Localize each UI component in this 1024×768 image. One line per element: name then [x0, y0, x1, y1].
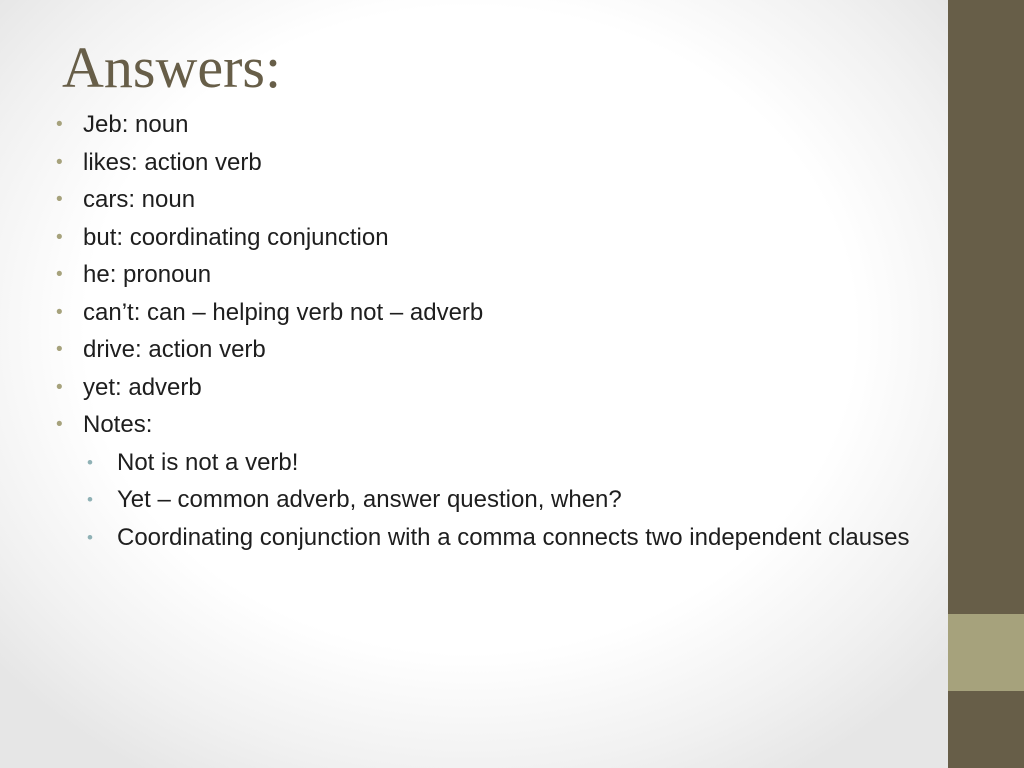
bullet-text: drive: action verb [83, 336, 266, 363]
bullet-dot-icon: • [56, 376, 63, 398]
bullet-text: Jeb: noun [83, 111, 189, 138]
bullet-dot-icon: • [56, 151, 63, 173]
bullet-item [56, 223, 976, 253]
notes-sublist [56, 448, 976, 553]
sub-bullet-text: Not is not a verb! [117, 448, 299, 476]
bullet-item [56, 298, 976, 328]
bullet-item [56, 148, 976, 178]
bullet-dot-icon: • [56, 264, 63, 285]
bullet-dot-icon: • [56, 301, 63, 323]
bullet-text: but: coordinating conjunction [83, 223, 389, 251]
bullet-item [56, 260, 976, 290]
slide-title: Answers: [62, 35, 282, 100]
bullet-text: yet: adverb [83, 373, 202, 401]
sub-bullet-item [83, 448, 976, 478]
bullet-dot-icon: • [56, 339, 63, 360]
bullet-item-notes [56, 410, 976, 553]
bullet-dot-icon: • [56, 114, 63, 135]
bullet-item [56, 335, 976, 365]
bullet-text: he: pronoun [83, 261, 212, 288]
bullet-item [56, 110, 976, 140]
bullet-item [56, 373, 976, 403]
sub-bullet-item [83, 523, 976, 553]
bullet-text: cars: noun [83, 186, 196, 213]
bullet-text: likes: action verb [83, 148, 262, 176]
bullet-dot-icon: • [56, 189, 63, 210]
bullet-dot-icon: • [56, 414, 63, 435]
sub-bullet-dot-icon: • [87, 452, 93, 472]
sub-bullet-text: Coordinating conjunction with a comma connects two independent clauses [117, 523, 910, 551]
bullet-list [56, 110, 976, 560]
sub-bullet-text: Yet – common adverb, answer question, when? [117, 486, 622, 513]
bullet-text: can’t: can – helping verb not – adverb [83, 298, 484, 326]
bullet-text: Notes: [83, 411, 153, 438]
bullet-item [56, 185, 976, 215]
sub-bullet-item [83, 485, 976, 515]
sub-bullet-dot-icon: • [87, 527, 93, 547]
sub-bullet-dot-icon: • [87, 490, 93, 509]
bullet-dot-icon: • [56, 226, 63, 248]
sidebar-accent-block [948, 614, 1024, 691]
